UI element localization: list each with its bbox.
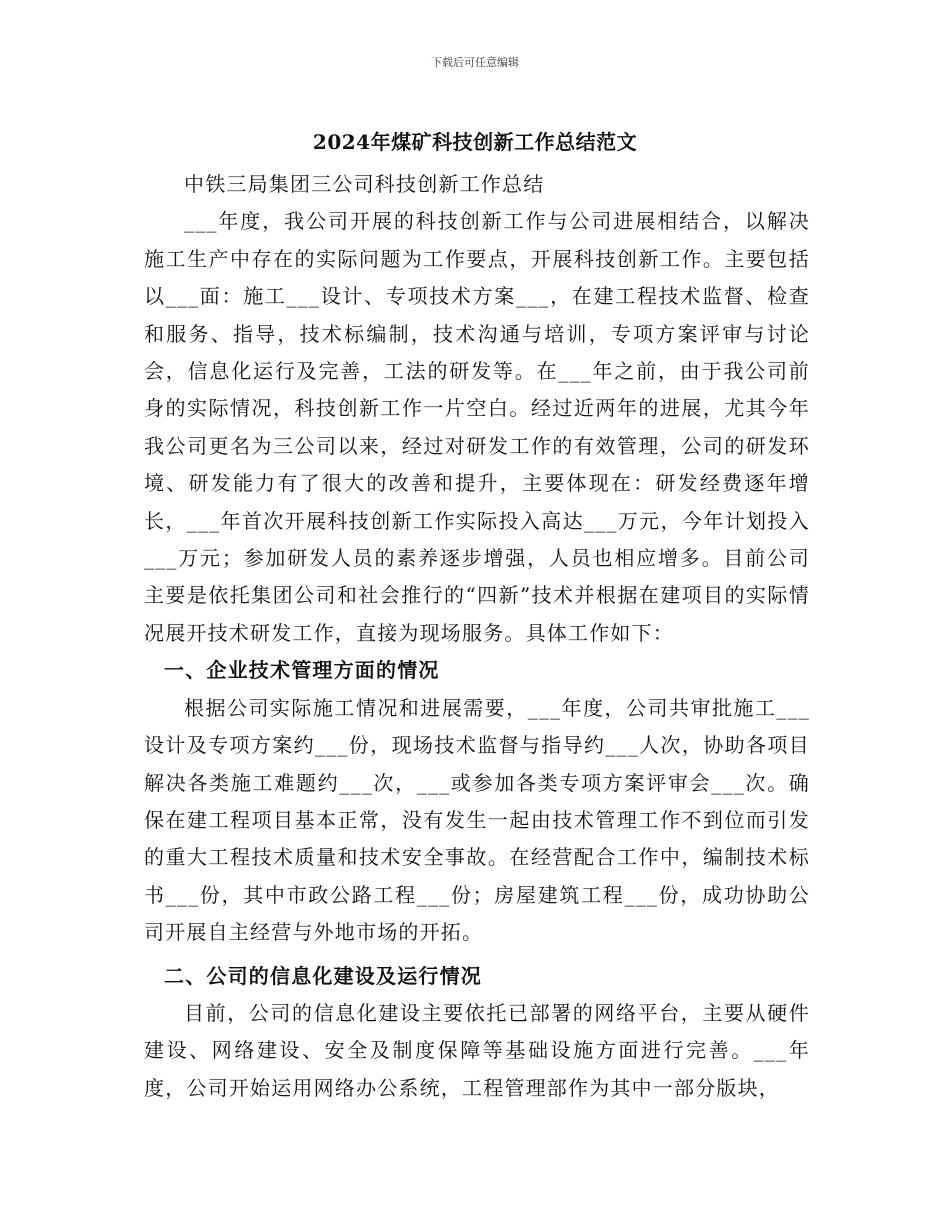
header-note: 下载后可任意编辑 [431, 56, 519, 69]
section-heading-2: 二、公司的信息化建设及运行情况 [164, 963, 482, 988]
document-title: 2024年煤矿科技创新工作总结范文 [312, 130, 638, 154]
document-subtitle: 中铁三局集团三公司科技创新工作总结 [184, 172, 545, 196]
paragraph-intro: ___年度，我公司开展的科技创新工作与公司进展相结合，以解决施工生产中存在的实际问题为工作要点，开展科技创新工作。主要包括以___面：施工___设计、专项技术方案___，在建工程技术监督、检查和服务、指导，技术标编制，技术沟通与培训，专项方案评审与讨论会，信息化运行及完善，工法的研发等。在___年之前，由于我公司前身的实际情况，科技创新工作一片空白。经过近两年的进展，尤其今年我公司更名为三公司以来，经过对研发工作的有效管理，公司的研发环境、研发能力有了很大的改善和提升，主要体现在：研发经费逐年增长，___年首次开展科技创新工作实际投入高达___万元，今年计划投入___万元；参加研发人员的素养逐步增强，人员也相应增多。目前公司主要是依托集团公司和社会推行的“四新”技术并根据在建项目的实际情况展开技术研发工作，直接为现场服务。具体工作如下： [144, 209, 810, 645]
document-body [144, 166, 810, 1107]
section-heading-1: 一、企业技术管理方面的情况 [164, 658, 440, 683]
paragraph-technical-management: 根据公司实际施工情况和进展需要，___年度，公司共审批施工___设计及专项方案约___份，现场技术监督与指导约___人次，协助各项目解决各类施工难题约___次，___或参加各类专项方案评审会___次。确保在建工程项目基本正常，没有发生一起由技术管理工作不到位而引发的重大工程技术质量和技术安全事故。在经营配合工作中，编制技术标书___份，其中市政公路工程___份；房屋建筑工程___份，成功协助公司开展自主经营与外地市场的开拓。 [144, 695, 810, 945]
paragraph-informatization: 目前，公司的信息化建设主要依托已部署的网络平台，主要从硬件建设、网络建设、安全及制度保障等基础设施方面进行完善。___年度，公司开始运用网络办公系统，工程管理部作为其中一部分版块， [144, 1000, 810, 1100]
